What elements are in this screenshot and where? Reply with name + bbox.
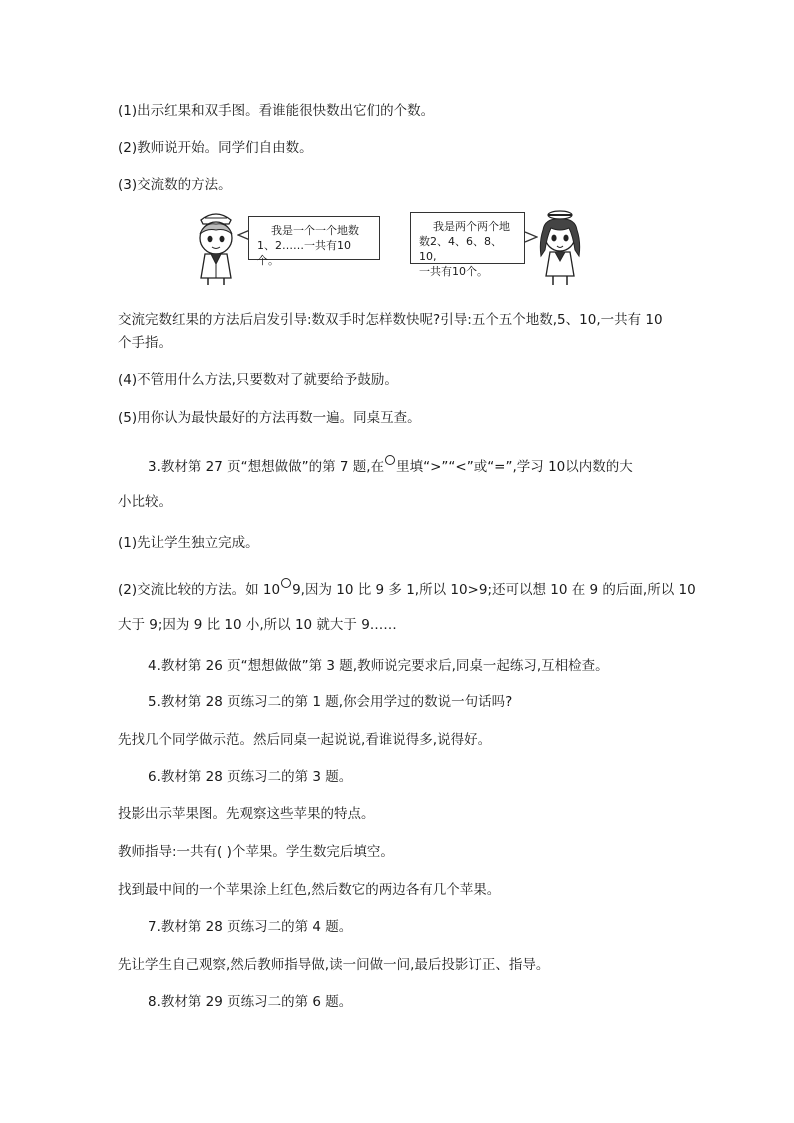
item-3-suffix: 里填“>”“<”或“=”,学习 10以内数的大 [396, 459, 633, 475]
right-speech-bubble [410, 212, 525, 278]
guidance-text-line-2: 个手指。 [118, 335, 172, 351]
girl-figure-icon [535, 206, 585, 286]
item-3-step-2-prefix: (2)交流比较的方法。如 10 [118, 582, 281, 598]
step-3-text: (3)交流数的方法。 [118, 177, 232, 193]
item-3-step-2-suffix: 9,因为 10 比 9 多 1,所以 10>9;还可以想 10 在 9 的后面,所以 10 [292, 582, 696, 598]
compare-circle-icon [281, 578, 291, 588]
right-bubble-line-1: 我是两个两个地 [433, 220, 510, 233]
boy-figure-icon [185, 206, 247, 286]
item-7-detail: 先让学生自己观察,然后教师指导做,读一问做一问,最后投影订正、指导。 [118, 957, 550, 973]
item-3-prefix: 3.教材第 27 页“想想做做”的第 7 题,在 [148, 459, 385, 475]
item-3-step-2-line-2: 大于 9;因为 9 比 10 小,所以 10 就大于 9…… [118, 617, 397, 633]
item-6-text: 6.教材第 28 页练习二的第 3 题。 [148, 769, 353, 785]
left-bubble-line-1: 我是一个一个地数 [271, 224, 359, 237]
step-5-text: (5)用你认为最快最好的方法再数一遍。同桌互查。 [118, 410, 421, 426]
step-1-text: (1)出示红果和双手图。看谁能很快数出它们的个数。 [118, 103, 435, 119]
right-bubble-line-2: 数2、4、6、8、10, [419, 235, 502, 263]
item-6-detail-1: 投影出示苹果图。先观察这些苹果的特点。 [118, 806, 375, 822]
item-3-step-1-text: (1)先让学生独立完成。 [118, 535, 259, 551]
step-2-text: (2)教师说开始。同学们自由数。 [118, 140, 313, 156]
item-7-text: 7.教材第 28 页练习二的第 4 题。 [148, 919, 353, 935]
item-8-text: 8.教材第 29 页练习二的第 6 题。 [148, 994, 353, 1010]
item-4-text: 4.教材第 26 页“想想做做”第 3 题,教师说完要求后,同桌一起练习,互相检查。 [148, 658, 609, 674]
item-5-text: 5.教材第 28 页练习二的第 1 题,你会用学过的数说一句话吗? [148, 694, 513, 710]
guidance-text-line-1: 交流完数红果的方法后启发引导:数双手时怎样数快呢?引导:五个五个地数,5、10,一共有 10 [118, 312, 663, 328]
left-speech-bubble [248, 216, 380, 267]
item-6-detail-2: 教师指导:一共有( )个苹果。学生数完后填空。 [118, 844, 394, 860]
right-bubble-line-3: 一共有10个。 [419, 265, 488, 278]
item-3-step-2-line-1 [118, 578, 696, 600]
item-5-detail: 先找几个同学做示范。然后同桌一起说说,看谁说得多,说得好。 [118, 732, 492, 748]
item-3-text-line-1 [148, 455, 633, 477]
item-3-text-line-2: 小比较。 [118, 494, 172, 510]
step-4-text: (4)不管用什么方法,只要数对了就要给予鼓励。 [118, 372, 398, 388]
item-6-detail-3: 找到最中间的一个苹果涂上红色,然后数它的两边各有几个苹果。 [118, 882, 501, 898]
counting-illustration [185, 206, 575, 286]
left-bubble-line-2: 1、2……一共有10个。 [257, 239, 351, 267]
blank-circle-icon [385, 455, 395, 465]
